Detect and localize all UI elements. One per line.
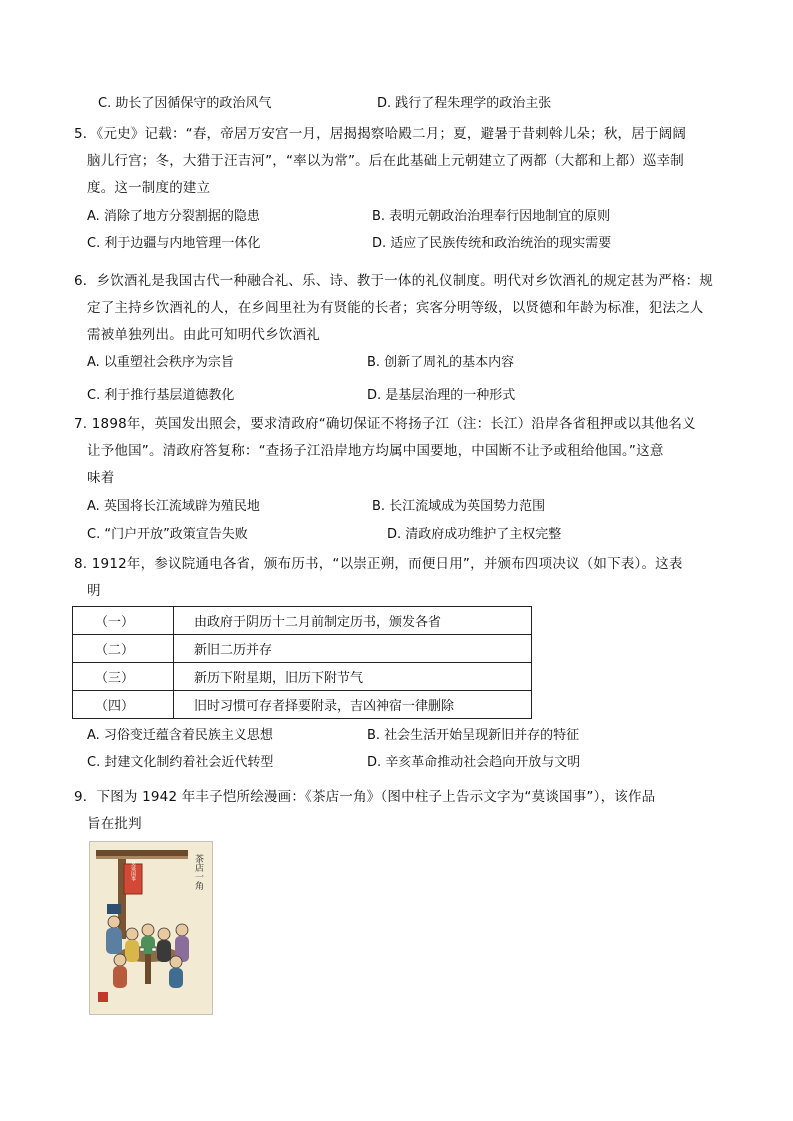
q7-stem-line2: 让予他国”。清政府答复称：“查扬子江沿岸地方均属中国要地，中国断不让予或租给他国。”这意	[87, 443, 664, 459]
teahouse-cartoon-image	[89, 841, 213, 1015]
cartoon-title: 茶店一角	[193, 854, 203, 890]
q4-option-c: C. 助长了因循保守的政治风气	[98, 96, 272, 111]
q7-stem-line1: 7. 1898年，英国发出照会，要求清政府“确切保证不将扬子江（注：长江）沿岸各省租押或以其他名义	[74, 416, 696, 432]
table-cell-index: （二）	[73, 635, 174, 663]
q5-option-d: D. 适应了民族传统和政治统治的现实需要	[372, 236, 612, 251]
table-cell-text: 由政府于阴历十二月前制定历书，颁发各省	[174, 607, 532, 635]
q6-stem-line1: 6．乡饮酒礼是我国古代一种融合礼、乐、诗、教于一体的礼仪制度。明代对乡饮酒礼的规定甚为严格：规	[74, 273, 713, 289]
q6-stem-line2: 定了主持乡饮酒礼的人，在乡闾里社为有贤能的长者；宾客分明等级，以贤德和年龄为标准，犯法之人	[87, 300, 704, 316]
q7-option-b: B. 长江流域成为英国势力范围	[372, 499, 546, 514]
table-cell-text: 旧时习惯可存者择要附录，吉凶神宿一律删除	[174, 691, 532, 719]
q6-option-d: D. 是基层治理的一种形式	[367, 388, 516, 403]
table-cell-index: （一）	[73, 607, 174, 635]
q9-stem-line1: 9．下图为 1942 年丰子恺所绘漫画：《茶店一角》（图中柱子上告示文字为“莫谈国事”），该作品	[74, 789, 656, 805]
q8-stem-line1: 8. 1912年，参议院通电各省，颁布历书，“以崇正朔，而便日用”，并颁布四项决议（如下表）。这表	[74, 556, 683, 572]
q5-option-a: A. 消除了地方分裂割据的隐患	[87, 209, 260, 224]
q7-stem-line3: 味着	[87, 470, 115, 486]
q8-option-c: C. 封建文化制约着社会近代转型	[87, 755, 274, 770]
q6-option-a: A. 以重塑社会秩序为宗旨	[87, 355, 234, 370]
q5-option-c: C. 利于边疆与内地管理一体化	[87, 236, 261, 251]
table-row	[73, 691, 532, 719]
calendar-resolutions-table	[72, 606, 532, 719]
table-cell-text: 新历下附星期，旧历下附节气	[174, 663, 532, 691]
q8-option-d: D. 辛亥革命推动社会趋向开放与文明	[367, 755, 581, 770]
table-row	[73, 607, 532, 635]
q7-option-a: A. 英国将长江流域辟为殖民地	[87, 499, 260, 514]
q7-option-d: D. 清政府成功维护了主权完整	[387, 527, 562, 542]
table-row	[73, 635, 532, 663]
q6-option-c: C. 利于推行基层道德教化	[87, 388, 235, 403]
cartoon-illustration	[90, 842, 212, 1014]
sign-text: 莫谈国事	[130, 861, 136, 881]
q8-stem-line2: 明	[87, 583, 101, 599]
table-cell-text: 新旧二历并存	[174, 635, 532, 663]
q4-option-d: D. 践行了程朱理学的政治主张	[377, 96, 552, 111]
q5-stem-line1: 5．《元史》记载：“春，帝居万安宫一月，居揭揭察哈殿二月；夏，避暑于昔剌斡儿朵；秋，居于阔阔	[74, 126, 687, 142]
q6-stem-line3: 需被单独列出。由此可知明代乡饮酒礼	[87, 327, 320, 343]
q7-option-c: C. “门户开放”政策宣告失败	[87, 527, 248, 542]
q6-option-b: B. 创新了周礼的基本内容	[367, 355, 515, 370]
q8-option-b: B. 社会生活开始呈现新旧并存的特征	[367, 728, 580, 743]
q5-stem-line2: 脑儿行宫；冬，大猎于汪吉河”，“率以为常”。后在此基础上元朝建立了两都（大都和上都）巡幸制	[87, 153, 684, 169]
q5-option-b: B. 表明元朝政治治理奉行因地制宜的原则	[372, 209, 611, 224]
q9-stem-line2: 旨在批判	[87, 816, 142, 832]
table-cell-index: （三）	[73, 663, 174, 691]
q8-option-a: A. 习俗变迁蕴含着民族主义思想	[87, 728, 273, 743]
table-cell-index: （四）	[73, 691, 174, 719]
q5-stem-line3: 度。这一制度的建立	[87, 180, 211, 196]
table-row	[73, 663, 532, 691]
